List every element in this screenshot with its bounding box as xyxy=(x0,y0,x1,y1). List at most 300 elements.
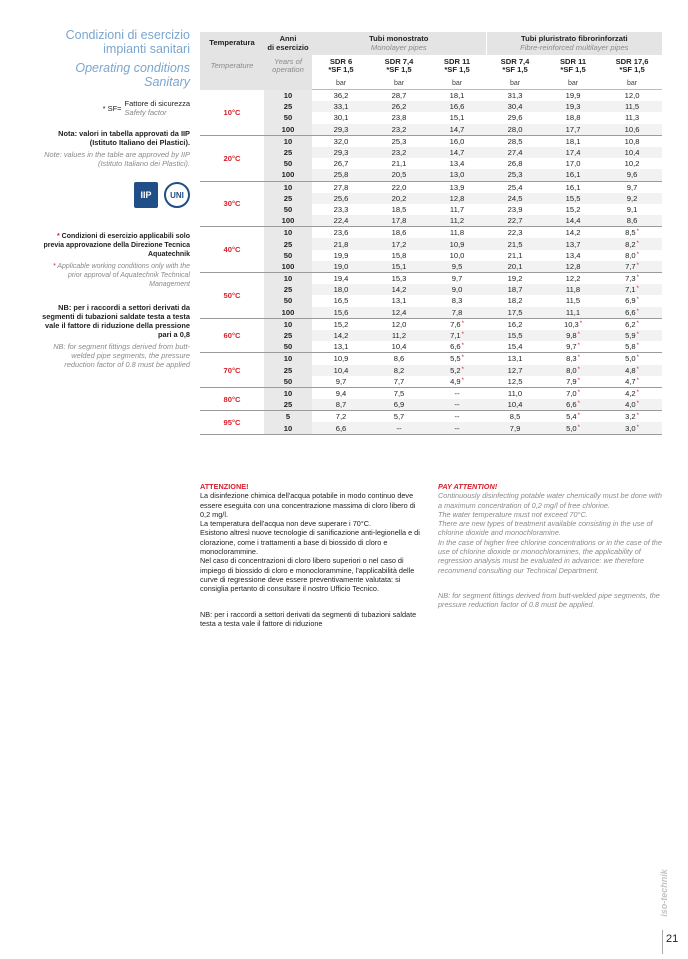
pressure-cell: 6,2* xyxy=(602,318,662,330)
pressure-cell: 5,8* xyxy=(602,341,662,353)
asterisk-mark: * xyxy=(579,320,583,327)
pressure-cell: 21,1 xyxy=(370,158,428,169)
pressure-cell: 3,0* xyxy=(602,422,662,434)
pressure-cell: 7,1* xyxy=(602,284,662,295)
pressure-cell: 27,4 xyxy=(486,147,544,158)
asterisk-mark: * xyxy=(636,355,639,362)
temperature-cell: 60°C xyxy=(200,318,264,353)
asterisk-mark: * xyxy=(636,377,639,384)
years-cell: 10 xyxy=(264,318,312,330)
pressure-cell: 10,4 xyxy=(486,399,544,411)
pressure-cell: 4,7* xyxy=(602,376,662,388)
years-cell: 25 xyxy=(264,284,312,295)
years-cell: 10 xyxy=(264,227,312,239)
asterisk-mark: * xyxy=(636,401,639,408)
nb-note-en: NB: for segment fittings derived from butt-welded pipe segments, the pressure reduction factor of 0.8 must be applied xyxy=(53,342,190,369)
pressure-cell: 22,3 xyxy=(486,227,544,239)
years-cell: 25 xyxy=(264,238,312,249)
table-row xyxy=(200,273,662,285)
pressure-cell: 9,7 xyxy=(428,273,486,285)
pressure-cell: 12,0 xyxy=(370,318,428,330)
pressure-cell: 20,5 xyxy=(370,169,428,181)
pressure-cell: 15,1 xyxy=(370,261,428,273)
years-cell: 10 xyxy=(264,90,312,102)
years-cell: 50 xyxy=(264,112,312,123)
pressure-cell: 9,1 xyxy=(602,204,662,215)
header-multilayer: Tubi pluristrato fibrorinforzati Fibre-reinforced multilayer pipes xyxy=(486,32,662,55)
pressure-cell: 8,6 xyxy=(602,215,662,227)
pressure-cell: 8,3 xyxy=(428,295,486,306)
pressure-cell: 15,5 xyxy=(544,193,602,204)
pressure-cell: -- xyxy=(428,411,486,423)
note-en: Note: values in the table are approved by IIP (Istituto Italiano dei Plastici). xyxy=(44,150,190,168)
pressure-cell: 5,9* xyxy=(602,330,662,341)
pressure-cell: 11,5 xyxy=(602,101,662,112)
pressure-cell: 10,9 xyxy=(428,238,486,249)
pressure-cell: 16,2 xyxy=(486,318,544,330)
table-row xyxy=(200,284,662,295)
years-cell: 10 xyxy=(264,422,312,434)
pressure-cell: 5,0* xyxy=(602,353,662,365)
pressure-cell: 4,9* xyxy=(428,376,486,388)
asterisk-mark: * xyxy=(461,320,464,327)
pressure-cell: 12,7 xyxy=(486,365,544,376)
pressure-cell: 23,2 xyxy=(370,124,428,136)
pressure-cell: 13,9 xyxy=(428,181,486,193)
pressure-cell: 23,3 xyxy=(312,204,370,215)
footer-en-p3: There are new types of treatment available consisting in the use of chlorine dioxide and monochloramine. xyxy=(438,519,653,538)
pressure-cell: 28,5 xyxy=(486,135,544,147)
pressure-cell: 29,6 xyxy=(486,112,544,123)
pressure-cell: 8,2 xyxy=(370,365,428,376)
asterisk-mark: * xyxy=(461,366,464,373)
years-cell: 10 xyxy=(264,181,312,193)
temperature-cell: 10°C xyxy=(200,90,264,136)
years-cell: 25 xyxy=(264,101,312,112)
temperature-cell: 50°C xyxy=(200,273,264,319)
table-row xyxy=(200,307,662,319)
pressure-cell: 11,0 xyxy=(486,387,544,399)
years-cell: 50 xyxy=(264,295,312,306)
sdr-header: SDR 11 *SF 1,5 xyxy=(428,55,486,77)
pressure-cell: 14,2 xyxy=(312,330,370,341)
sf-prefix: * SF= xyxy=(102,103,122,113)
pressure-cell: 10,8 xyxy=(602,135,662,147)
pressure-cell: 18,1 xyxy=(428,90,486,102)
unit-label: bar xyxy=(544,77,602,90)
pressure-cell: 21,1 xyxy=(486,250,544,261)
pressure-cell: 14,2 xyxy=(370,284,428,295)
asterisk-mark: * xyxy=(636,366,639,373)
pressure-cell: 6,9* xyxy=(602,295,662,306)
title-en-line1: Operating conditions xyxy=(75,61,190,75)
pressure-cell: 18,6 xyxy=(370,227,428,239)
table-row xyxy=(200,330,662,341)
pressure-cell: 12,8 xyxy=(544,261,602,273)
asterisk-mark: * xyxy=(461,355,464,362)
pressure-cell: 6,6* xyxy=(428,341,486,353)
pressure-cell: 10,2 xyxy=(602,158,662,169)
pressure-cell: 12,2 xyxy=(544,273,602,285)
sdr-header: SDR 11 *SF 1,5 xyxy=(544,55,602,77)
table-row xyxy=(200,193,662,204)
pressure-cell: 7,8 xyxy=(428,307,486,319)
temperature-cell: 80°C xyxy=(200,387,264,410)
pressure-cell: 10,4 xyxy=(312,365,370,376)
pressure-cell: 14,4 xyxy=(544,215,602,227)
pressure-cell: 15,5 xyxy=(486,330,544,341)
years-cell: 50 xyxy=(264,341,312,353)
pressure-cell: 10,4 xyxy=(370,341,428,353)
asterisk-mark: * xyxy=(577,332,580,339)
footer-en-p1: Continuously disinfecting potable water chemically must be done with a maximum concentration of 0,2 mg/l of free chlorine. xyxy=(438,491,662,510)
asterisk-mark: * xyxy=(577,401,580,408)
years-cell: 25 xyxy=(264,399,312,411)
pressure-cell: 8,7 xyxy=(312,399,370,411)
pressure-cell: 9,0 xyxy=(428,284,486,295)
pressure-cell: 19,0 xyxy=(312,261,370,273)
pressure-cell: 11,5 xyxy=(544,295,602,306)
asterisk-mark: * xyxy=(636,275,639,282)
nb-note-it: NB: per i raccordi a settori derivati da segmenti di tubazioni saldate testa a testa vale il fattore di riduzione della pressione pari a 0,8 xyxy=(42,303,190,339)
pressure-cell: 9,7* xyxy=(544,341,602,353)
pressure-cell: 21,5 xyxy=(486,238,544,249)
pressure-cell: 5,2* xyxy=(428,365,486,376)
footer-it-p1: La disinfezione chimica dell'acqua potabile in modo continuo deve essere eseguita con una concentrazione massima di cloro libero di 0,2 mg/l. xyxy=(200,491,416,519)
pressure-cell: 29,3 xyxy=(312,124,370,136)
pressure-cell: 36,2 xyxy=(312,90,370,102)
pressure-cell: -- xyxy=(428,387,486,399)
pressure-cell: 9,6 xyxy=(602,169,662,181)
pressure-cell: 12,4 xyxy=(370,307,428,319)
pressure-cell: 14,2 xyxy=(544,227,602,239)
pressure-cell: -- xyxy=(370,422,428,434)
years-cell: 5 xyxy=(264,411,312,423)
asterisk-mark: * xyxy=(636,262,639,269)
pressure-cell: 25,4 xyxy=(486,181,544,193)
pressure-cell: 15,1 xyxy=(428,112,486,123)
asterisk-mark: * xyxy=(636,286,639,293)
pressure-cell: 3,2* xyxy=(602,411,662,423)
pressure-cell: 31,3 xyxy=(486,90,544,102)
pressure-cell: -- xyxy=(428,399,486,411)
pressure-cell: 22,7 xyxy=(486,215,544,227)
pressure-cell: 13,7 xyxy=(544,238,602,249)
pressure-cell: 5,5* xyxy=(428,353,486,365)
asterisk-mark: * xyxy=(577,355,580,362)
asterisk-mark: * xyxy=(577,377,580,384)
years-cell: 25 xyxy=(264,193,312,204)
asterisk-mark: * xyxy=(636,424,639,431)
attention-heading-en: PAY ATTENTION! xyxy=(438,482,498,491)
pressure-table xyxy=(200,32,662,435)
table-row xyxy=(200,112,662,123)
pressure-cell: 6,6 xyxy=(312,422,370,434)
pressure-cell: 16,0 xyxy=(428,135,486,147)
asterisk-mark: * xyxy=(577,424,580,431)
table-row xyxy=(200,181,662,193)
years-cell: 50 xyxy=(264,250,312,261)
pressure-cell: 29,3 xyxy=(312,147,370,158)
pressure-cell: 18,2 xyxy=(486,295,544,306)
years-cell: 50 xyxy=(264,376,312,388)
pressure-cell: 17,2 xyxy=(370,238,428,249)
pressure-cell: 17,0 xyxy=(544,158,602,169)
pressure-cell: 11,2 xyxy=(370,330,428,341)
pressure-cell: 18,7 xyxy=(486,284,544,295)
pressure-cell: 14,7 xyxy=(428,147,486,158)
pressure-cell: 6,6* xyxy=(602,307,662,319)
pressure-cell: 18,1 xyxy=(544,135,602,147)
pressure-cell: 9,8* xyxy=(544,330,602,341)
pressure-cell: 27,8 xyxy=(312,181,370,193)
footer-it-p4: Nel caso di concentrazioni di cloro libero superiori o nel caso di impiego di biossido di cloro e monoclorammine, l'applicabilità delle curve di regressione deve essere preventivamente valutata: si consiglia pertanto di consultare il nostro Ufficio Tecnico. xyxy=(200,556,415,594)
sf-en: Safety factor xyxy=(124,108,167,117)
unit-label: bar xyxy=(486,77,544,90)
pressure-cell: 25,8 xyxy=(312,169,370,181)
pressure-cell: 7,9* xyxy=(544,376,602,388)
pressure-cell: 8,3* xyxy=(544,353,602,365)
footer-en-nb: NB: for segment fittings derived from butt-welded pipe segments, the pressure reduction factor of 0.8 must be applied. xyxy=(438,590,660,610)
pressure-cell: 13,1 xyxy=(312,341,370,353)
asterisk-mark: * xyxy=(636,332,639,339)
pressure-cell: 5,4* xyxy=(544,411,602,423)
pressure-cell: 7,3* xyxy=(602,273,662,285)
temperature-cell: 95°C xyxy=(200,411,264,434)
pressure-cell: 28,7 xyxy=(370,90,428,102)
conditions-note-en: * Applicable working conditions only with the prior approval of Aquatechnik Technical Management xyxy=(52,263,190,288)
footer-en xyxy=(438,482,662,628)
pressure-cell: 4,0* xyxy=(602,399,662,411)
pressure-cell: 13,4 xyxy=(544,250,602,261)
certification-logos xyxy=(40,182,190,208)
pressure-cell: 4,2* xyxy=(602,387,662,399)
unit-label: bar xyxy=(428,77,486,90)
pressure-cell: 15,4 xyxy=(486,341,544,353)
table-row xyxy=(200,399,662,411)
pressure-cell: 16,6 xyxy=(428,101,486,112)
pressure-cell: 13,0 xyxy=(428,169,486,181)
footer-it-p2: La temperatura dell'acqua non deve superare i 70°C. xyxy=(200,519,372,529)
years-cell: 10 xyxy=(264,273,312,285)
years-cell: 25 xyxy=(264,365,312,376)
table-body xyxy=(200,90,662,435)
pressure-cell: 26,8 xyxy=(486,158,544,169)
brand-mark: iso-technik xyxy=(658,869,669,917)
pressure-cell: 7,1* xyxy=(428,330,486,341)
asterisk-mark: * xyxy=(636,413,639,420)
years-cell: 100 xyxy=(264,215,312,227)
title-it-line2: impianti sanitari xyxy=(103,42,190,56)
pressure-cell: 10,0 xyxy=(428,250,486,261)
iip-logo: IIP xyxy=(134,182,158,208)
years-cell: 50 xyxy=(264,204,312,215)
title-it-line1: Condizioni di esercizio xyxy=(65,28,190,42)
pressure-cell: -- xyxy=(428,422,486,434)
temperature-cell: 40°C xyxy=(200,227,264,273)
table-row xyxy=(200,387,662,399)
table-row xyxy=(200,90,662,102)
asterisk-mark: * xyxy=(636,320,639,327)
asterisk-mark: * xyxy=(636,343,639,350)
pressure-cell: 25,6 xyxy=(312,193,370,204)
pressure-cell: 23,8 xyxy=(370,112,428,123)
asterisk-mark: * xyxy=(577,389,580,396)
asterisk-mark: * xyxy=(636,389,639,396)
table-row xyxy=(200,204,662,215)
pressure-cell: 9,7 xyxy=(312,376,370,388)
pressure-cell: 8,5* xyxy=(602,227,662,239)
pressure-cell: 16,1 xyxy=(544,169,602,181)
pressure-cell: 17,5 xyxy=(486,307,544,319)
pressure-cell: 8,0* xyxy=(544,365,602,376)
asterisk-mark: * xyxy=(636,297,639,304)
pressure-cell: 7,2 xyxy=(312,411,370,423)
pressure-cell: 7,9 xyxy=(486,422,544,434)
years-cell: 25 xyxy=(264,147,312,158)
pressure-cell: 22,4 xyxy=(312,215,370,227)
table-row xyxy=(200,295,662,306)
table-row xyxy=(200,147,662,158)
pressure-cell: 11,8 xyxy=(544,284,602,295)
table-row xyxy=(200,353,662,365)
pressure-cell: 15,2 xyxy=(312,318,370,330)
pressure-cell: 6,6* xyxy=(544,399,602,411)
pressure-cell: 19,4 xyxy=(312,273,370,285)
table-row xyxy=(200,261,662,273)
footer-en-p4: In the case of higher free chlorine concentrations or in the case of the use of chlorine dioxide or monochloramines, the applicability of regression analysis must be evaluated in advance: we therefore recommend consulting our Technical Department. xyxy=(438,537,662,575)
asterisk-mark: * xyxy=(461,332,464,339)
pressure-cell: 13,1 xyxy=(486,353,544,365)
pressure-cell: 9,5 xyxy=(428,261,486,273)
pressure-cell: 32,0 xyxy=(312,135,370,147)
asterisk-mark: * xyxy=(577,366,580,373)
page-number: 21 xyxy=(666,933,679,945)
table-row xyxy=(200,169,662,181)
table-row xyxy=(200,135,662,147)
temperature-cell: 30°C xyxy=(200,181,264,227)
table-row xyxy=(200,376,662,388)
unit-label: bar xyxy=(602,77,662,90)
pressure-cell: 20,2 xyxy=(370,193,428,204)
pressure-cell: 10,3* xyxy=(544,318,602,330)
sdr-header: SDR 6 *SF 1,5 xyxy=(312,55,370,77)
header-temperature-en: Temperature xyxy=(200,55,264,77)
footer-it-nb: NB: per i raccordi a settori derivati da segmenti di tubazioni saldate testa a testa vale il fattore di riduzione xyxy=(200,609,417,628)
footer-it xyxy=(200,482,424,628)
pressure-cell: 26,2 xyxy=(370,101,428,112)
footer-notes xyxy=(200,482,662,628)
pressure-cell: 11,8 xyxy=(428,227,486,239)
table-row xyxy=(200,250,662,261)
table-row xyxy=(200,411,662,423)
asterisk-mark: * xyxy=(461,377,464,384)
pressure-cell: 5,7 xyxy=(370,411,428,423)
pressure-cell: 18,8 xyxy=(544,112,602,123)
pressure-cell: 30,1 xyxy=(312,112,370,123)
pressure-cell: 7,5 xyxy=(370,387,428,399)
pressure-cell: 33,1 xyxy=(312,101,370,112)
sdr-header: SDR 7,4 *SF 1,5 xyxy=(486,55,544,77)
temperature-cell: 20°C xyxy=(200,135,264,181)
pressure-cell: 7,7* xyxy=(602,261,662,273)
header-years: Anni di esercizio xyxy=(264,32,312,55)
asterisk-mark: * xyxy=(461,343,464,350)
sdr-header: SDR 7,4 *SF 1,5 xyxy=(370,55,428,77)
pressure-cell: 10,9 xyxy=(312,353,370,365)
pressure-cell: 8,2* xyxy=(602,238,662,249)
pressure-cell: 15,3 xyxy=(370,273,428,285)
pressure-cell: 25,3 xyxy=(370,135,428,147)
asterisk-mark: * xyxy=(636,251,639,258)
asterisk-mark: * xyxy=(636,240,639,247)
years-cell: 25 xyxy=(264,330,312,341)
years-cell: 10 xyxy=(264,135,312,147)
title-en-line2: Sanitary xyxy=(144,75,190,89)
table-row xyxy=(200,365,662,376)
header-monolayer: Tubi monostrato Monolayer pipes xyxy=(312,32,486,55)
pressure-cell: 15,2 xyxy=(544,204,602,215)
pressure-cell: 9,2 xyxy=(602,193,662,204)
pressure-cell: 15,6 xyxy=(312,307,370,319)
sidebar xyxy=(40,28,190,369)
pressure-cell: 13,1 xyxy=(370,295,428,306)
header-temperature: Temperatura xyxy=(200,32,264,55)
pressure-cell: 28,0 xyxy=(486,124,544,136)
pressure-cell: 7,7 xyxy=(370,376,428,388)
pressure-cell: 20,1 xyxy=(486,261,544,273)
pressure-table-wrap xyxy=(200,32,662,435)
safety-factor-legend xyxy=(40,99,190,117)
pressure-cell: 8,6 xyxy=(370,353,428,365)
pressure-cell: 19,2 xyxy=(486,273,544,285)
table-row xyxy=(200,215,662,227)
pressure-cell: 7,6* xyxy=(428,318,486,330)
table-row xyxy=(200,101,662,112)
pressure-cell: 22,0 xyxy=(370,181,428,193)
years-cell: 100 xyxy=(264,307,312,319)
years-cell: 10 xyxy=(264,387,312,399)
uni-logo: UNI xyxy=(164,182,190,208)
pressure-cell: 14,7 xyxy=(428,124,486,136)
pressure-cell: 12,5 xyxy=(486,376,544,388)
pressure-cell: 11,3 xyxy=(602,112,662,123)
pressure-cell: 10,4 xyxy=(602,147,662,158)
sf-it: Fattore di sicurezza xyxy=(124,99,190,108)
pressure-cell: 23,6 xyxy=(312,227,370,239)
years-cell: 100 xyxy=(264,169,312,181)
asterisk-mark: * xyxy=(577,343,580,350)
temperature-cell: 70°C xyxy=(200,353,264,388)
pressure-cell: 19,3 xyxy=(544,101,602,112)
pressure-cell: 16,1 xyxy=(544,181,602,193)
footer-it-p3: Esistono altresì nuove tecnologie di sanificazione anti-legionella e di clorazione, come i trattamenti a base di biossido di cloro e monoclorammine. xyxy=(200,528,420,557)
table-row xyxy=(200,341,662,353)
pressure-cell: 25,3 xyxy=(486,169,544,181)
sdr-header: SDR 17,6 *SF 1,5 xyxy=(602,55,662,77)
pressure-cell: 24,5 xyxy=(486,193,544,204)
table-row xyxy=(200,124,662,136)
pressure-cell: 30,4 xyxy=(486,101,544,112)
years-cell: 100 xyxy=(264,261,312,273)
table-row xyxy=(200,227,662,239)
pressure-cell: 11,1 xyxy=(544,307,602,319)
pressure-cell: 19,9 xyxy=(544,90,602,102)
pressure-cell: 7,0* xyxy=(544,387,602,399)
pressure-cell: 12,8 xyxy=(428,193,486,204)
unit-label: bar xyxy=(312,77,370,90)
pressure-cell: 8,5 xyxy=(486,411,544,423)
